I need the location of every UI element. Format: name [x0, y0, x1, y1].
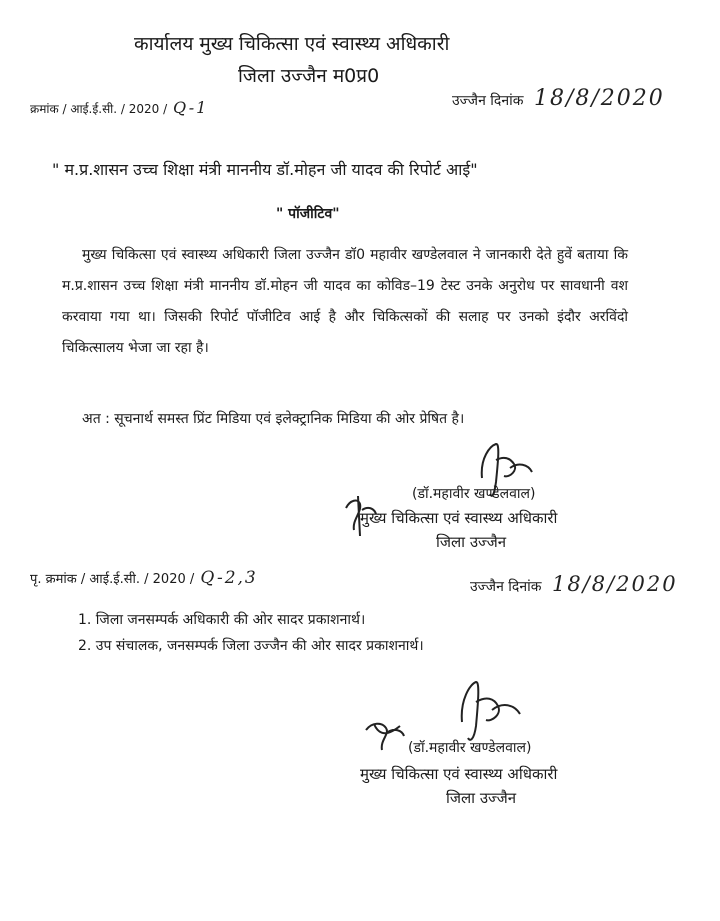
copy-reference-number [30, 568, 258, 588]
signatory-name-1: (डॉ.महावीर खण्डेलवाल) [412, 486, 536, 502]
reference-date [452, 86, 665, 111]
copy-reference-date-label: उज्जैन दिनांक [470, 579, 542, 595]
reference-number [30, 98, 208, 117]
body-paragraph: मुख्य चिकित्सा एवं स्वास्थ्य अधिकारी जिला उज्जैन डॉ0 महावीर खण्डेलवाल ने जानकारी देते हुवें बताया कि म.प्र.शासन उच्च शिक्षा मंत्री माननीय डॉ.मोहन जी यादव का कोविड–19 टेस्ट उनके अनुरोध पर सावधानी वश करवाया गया था। जिसकी रिपोर्ट पॉजीटिव आई है और चिकित्सकों की सलाह पर उनको इंदौर अरविंदो चिकित्सालय भेजा जा रहा है। [62, 247, 628, 356]
reference-date-handwritten: 18/8/2020 [533, 86, 665, 111]
reference-date-label: उज्जैन दिनांक [452, 93, 524, 109]
copy-reference-handwritten: Q-2,3 [200, 568, 258, 588]
copy-reference-date [470, 572, 678, 596]
signatory-designation-2: मुख्य चिकित्सा एवं स्वास्थ्य अधिकारी [360, 765, 558, 783]
signatory-designation-1: मुख्य चिकित्सा एवं स्वास्थ्य अधिकारी [360, 509, 558, 527]
copy-reference-printed: पृ. क्रमांक / आई.ई.सी. / 2020 / [30, 572, 195, 587]
status-heading: " पॉजीटिव" [276, 206, 340, 222]
information-line: अत : सूचनार्थ समस्त प्रिंट मिडिया एवं इलेक्ट्रानिक मिडिया की ओर प्रेषित है। [82, 411, 465, 427]
reference-number-handwritten: Q-1 [173, 98, 209, 117]
copy-reference-date-handwritten: 18/8/2020 [551, 572, 678, 596]
distribution-item-1: 1. जिला जनसम्पर्क अधिकारी की ओर सादर प्रकाशनार्थ। [78, 612, 366, 628]
signatory-name-2: (डॉ.महावीर खण्डेलवाल) [408, 740, 532, 756]
initials-mark-2 [360, 716, 408, 756]
subject-line: " म.प्र.शासन उच्च शिक्षा मंत्री माननीय डॉ.मोहन जी यादव की रिपोर्ट आई" [52, 160, 478, 179]
signatory-district-2: जिला उज्जैन [446, 789, 517, 807]
signatory-district-1: जिला उज्जैन [436, 533, 507, 551]
reference-number-printed: क्रमांक / आई.ई.सी. / 2020 / [30, 102, 168, 116]
distribution-item-2: 2. उप संचालक, जनसम्पर्क जिला उज्जैन की ओर सादर प्रकाशनार्थ। [78, 638, 424, 654]
district-heading: जिला उज्जैन म0प्र0 [238, 65, 380, 87]
office-heading: कार्यालय मुख्य चिकित्सा एवं स्वास्थ्य अधिकारी [134, 33, 450, 55]
